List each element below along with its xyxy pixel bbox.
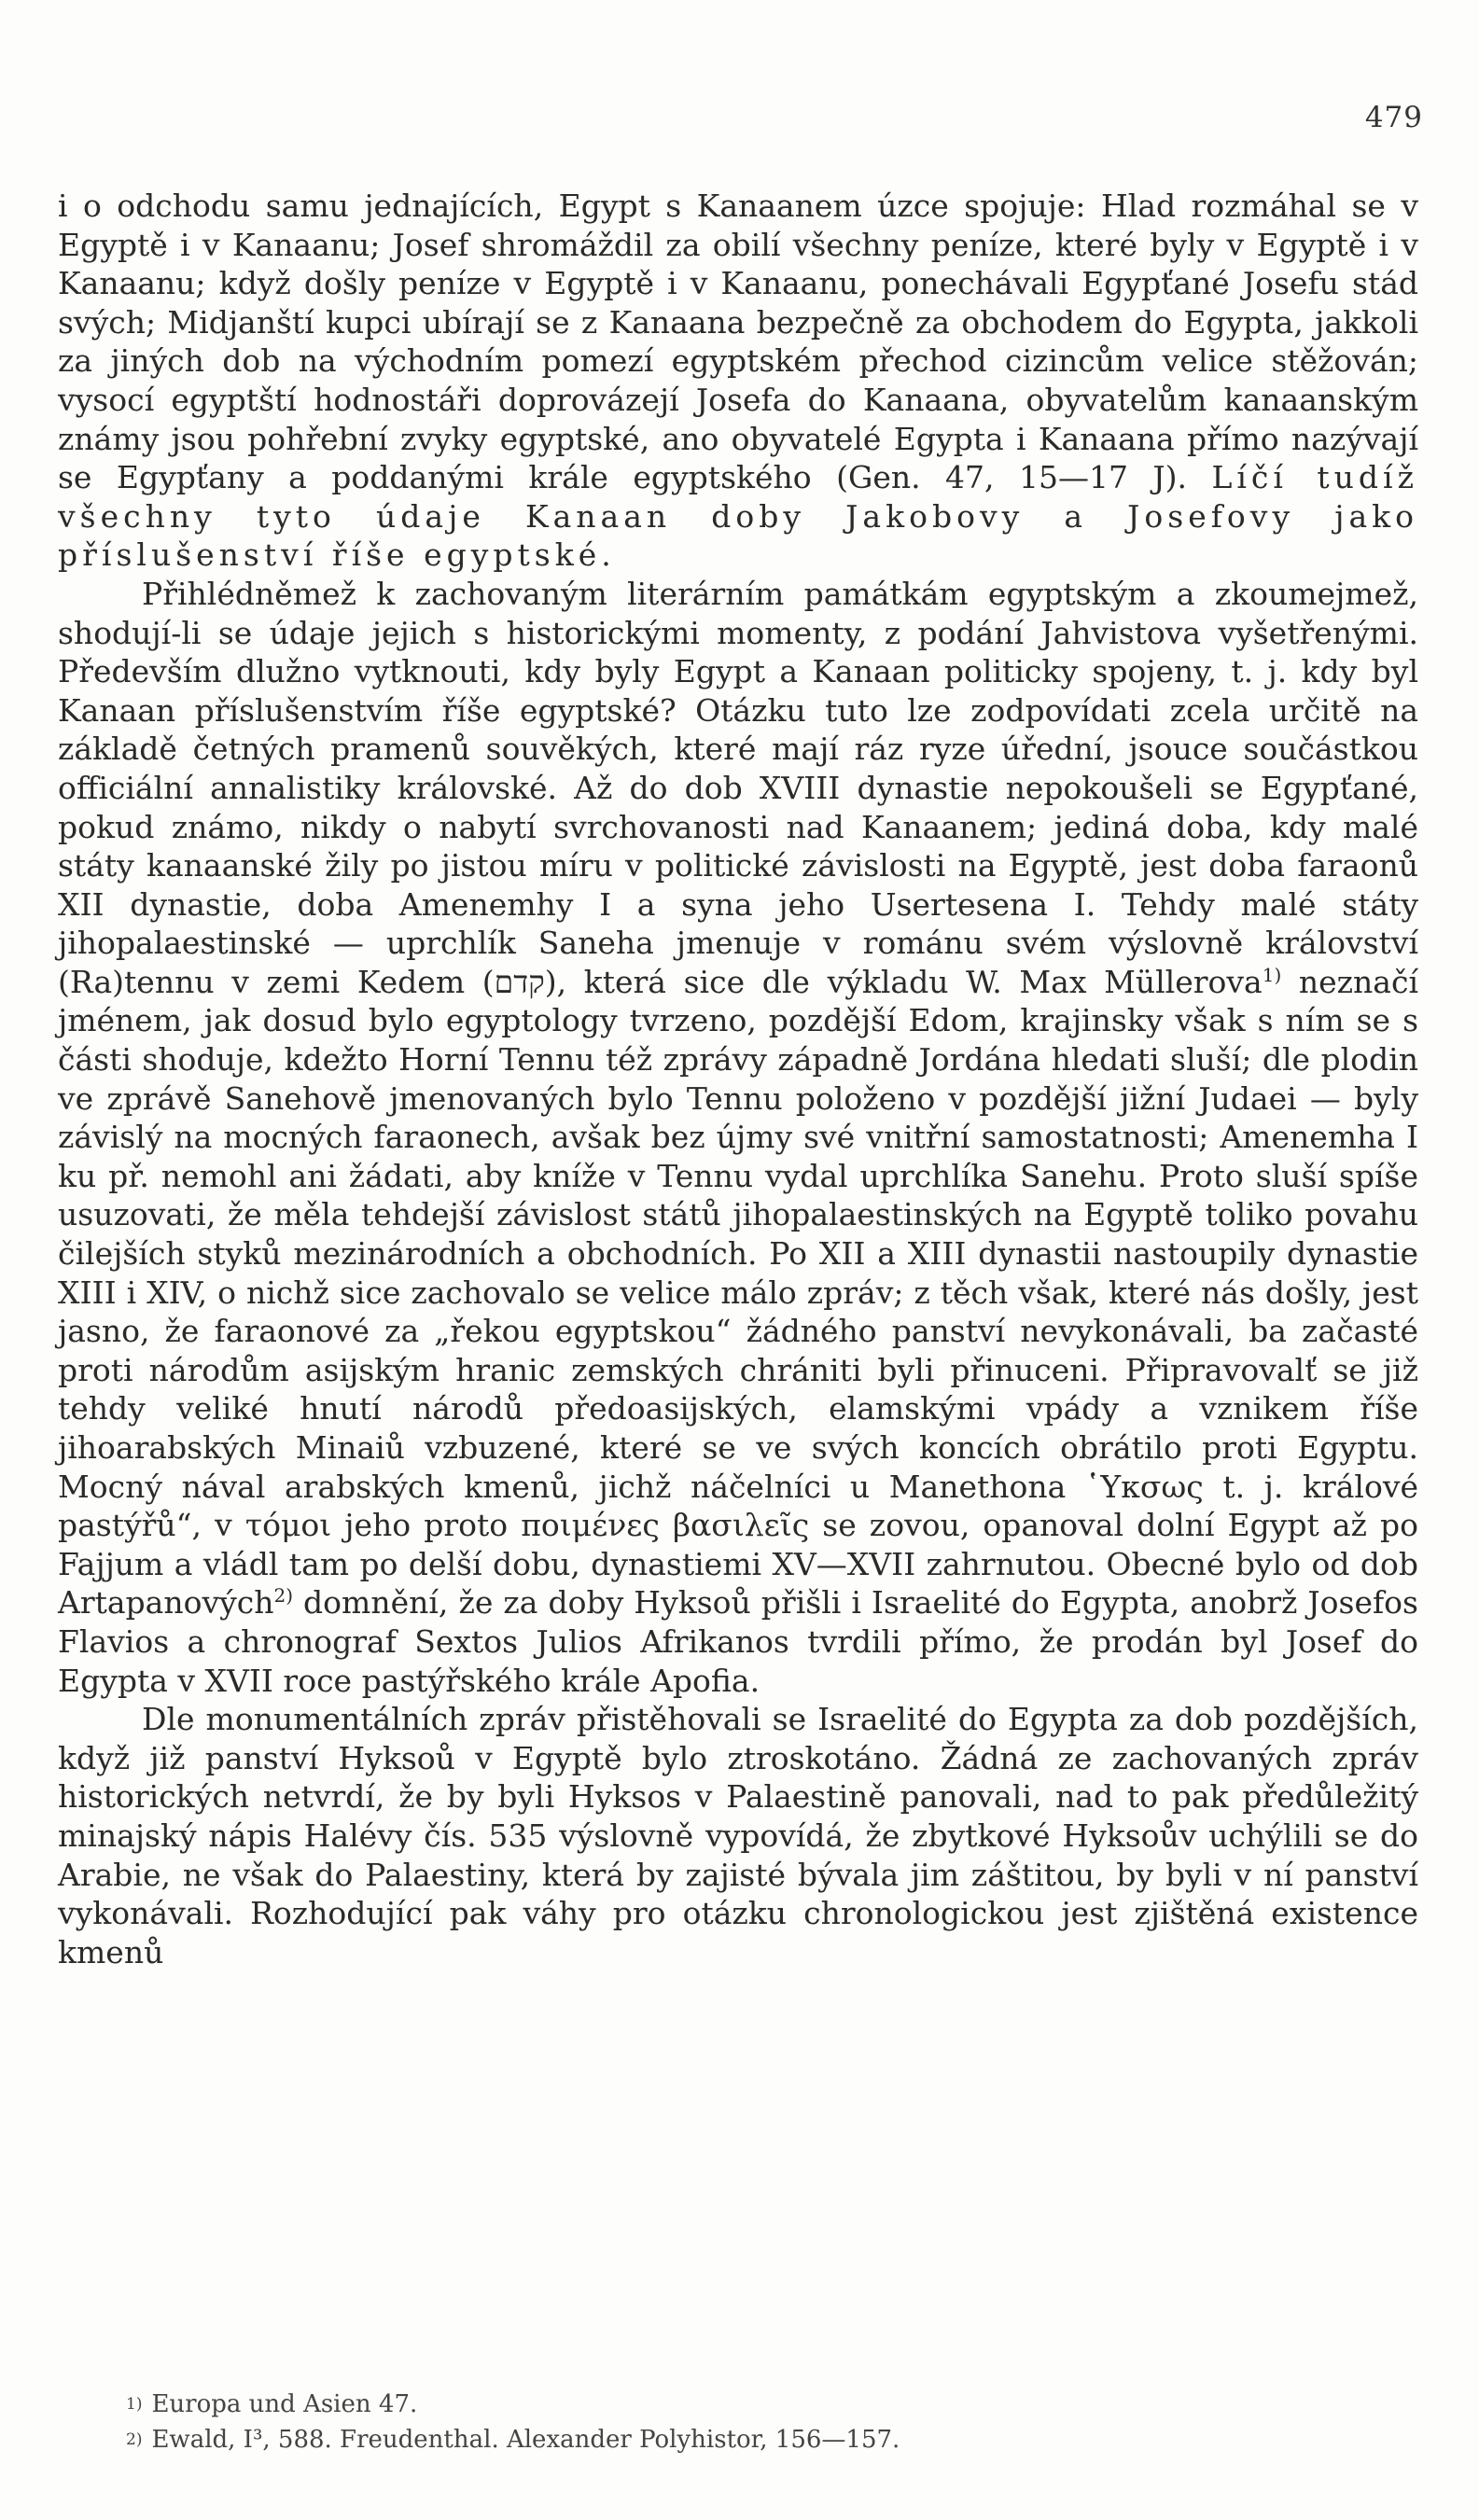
footnote-2 (126, 2422, 1339, 2457)
paragraph-text: Přihlédněmež k zachovaným literárním památkám egyptským a zkoumejmež, shodují-li se údaje jejich s historickými momenty, z podání Jahvistova vyšetřenými. Především dlužno vytknouti, kdy byly Egypt a Kanaan politicky spojeny, t. j. kdy byl Kanaan příslušenstvím říše egyptské? Otázku tuto lze zodpovídati zcela určitě na základě četných pramenů souvěkých, které mají ráz ryze úřední, jsouce součástkou officiální annalistiky královské. Až do dob XVIII dynastie nepokoušeli se Egypťané, pokud známo, nikdy o nabytí svrchovanosti nad Kanaanem; jediná doba, kdy malé státy kanaanské žily po jistou míru v politické závislosti na Egyptě, jest doba faraonů XII dynastie, doba Amenemhy I a syna jeho Usertesena I. Tehdy malé státy jihopalaestinské — uprchlík Saneha jmenuje v románu svém výslovně království (Ra)tennu v zemi Kedem (קדם), která sice dle výkladu W. Max Müllerova (58, 575, 1418, 1000)
page-number: 479 (1364, 101, 1423, 134)
footnote-text: Ewald, I³, 588. Freudenthal. Alexander Polyhistor, 156—157. (151, 2426, 900, 2454)
paragraph-text-spaced: Líčí tudíž všechny tyto údaje Kanaan doby Jakobovy a Josefovy jako příslušenství říše egyptské. (58, 459, 1419, 574)
paragraph-2 (58, 575, 1418, 1700)
footnote-mark: 2) (126, 2430, 143, 2449)
paragraph-3 (58, 1700, 1418, 1971)
footnote-mark: 1) (126, 2395, 143, 2414)
footnote-text: Europa und Asien 47. (151, 2390, 418, 2418)
paragraph-text: Dle monumentálních zpráv přistěhovali se Israelité do Egypta za dob pozdějších, když již panství Hyksoů v Egyptě bylo ztroskotáno. Žádná ze zachovaných zpráv historických netvrdí, že by byli Hyksos v Palaestině panovali, nad to pak předůležitý minajský nápis Halévy čís. 535 výslovně vypovídá, že zbytkové Hyksoův uchýlili se do Arabie, ne však do Palaestiny, která by zajisté bývala jim záštitou, by byli v ní panství vykonávali. Rozhodující pak váhy pro otázku chronologickou jest zjištěná existence kmenů (58, 1701, 1418, 1970)
paragraph-1 (58, 187, 1418, 575)
footnotes (126, 2387, 1339, 2457)
footnote-reference[interactable]: 1) (1262, 963, 1282, 986)
paragraph-text: domnění, že za doby Hyksoů přišli i Israelité do Egypta, anobrž Josefos Flavios a chronograf Sextos Julios Afrikanos tvrdili přímo, že prodán byl Josef do Egypta v XVII roce pastýřského krále Apofia. (58, 1584, 1418, 1699)
body-text (58, 187, 1418, 1971)
paragraph-text: i o odchodu samu jednajících, Egypt s Kanaanem úzce spojuje: Hlad rozmáhal se v Egyptě i v Kanaanu; Josef shromáždil za obilí všechny peníze, které byly v Egyptě i v Kanaanu; když došly peníze v Egyptě i v Kanaanu, ponechávali Egypťané Josefu stád svých; Midjanští kupci ubírají se z Kanaana bezpečně za obchodem do Egypta, jakkoli za jiných dob na východním pomezí egyptském přechod cizincům velice stěžován; vysocí egyptští hodnostáři doprovázejí Josefa do Kanaana, obyvatelům kanaanským známy jsou pohřební zvyky egyptské, ano obyvatelé Egypta i Kanaana přímo nazývají se Egypťany a poddanými krále egyptského (Gen. 47, 15—17 J). (58, 188, 1418, 496)
footnote-reference[interactable]: 2) (273, 1584, 294, 1608)
paragraph-text: neznačí jménem, jak dosud bylo egyptology tvrzeno, pozdější Edom, krajinsky však s ním se s části shoduje, kdežto Horní Tennu též zprávy západně Jordána hledati sluší; dle plodin ve zprávě Sanehově jmenovaných bylo Tennu položeno v pozdější jižní Judaei — byly závislý na mocných faraonech, avšak bez újmy své vnitřní samostatnosti; Amenemha I ku př. nemohl ani žádati, aby kníže v Tennu vydal uprchlíka Sanehu. Proto sluší spíše usuzovati, že měla tehdejší závislost států jihopalaestinských na Egyptě toliko povahu čilejších styků mezinárodních a obchodních. Po XII a XIII dynastii nastoupily dynastie XIII i XIV, o nichž sice zachovalo se velice málo zpráv; z těch však, které nás došly, jest jasno, že faraonové za „řekou egyptskou“ žádného panství nevykonávali, ba začasté proti národům asijským hranic zemských chrániti byli přinuceni. Připravovalť se již tehdy veliké hnutí národů předoasijských, elamskými vpády a vznikem říše jihoarabských Minaiů vzbuzené, které se ve svých koncích obrátilo proti Egyptu. Mocný nával arabských kmenů, jichž náčelníci u Manethona ῾Υκσως t. j. králové pastýřů“, v τόμοι jeho proto ποιμένες βασιλεῖς se zovou, opanoval dolní Egypt až po Fajjum a vládl tam po delší dobu, dynastiemi XV—XVII zahrnutou. Obecné bylo od dob Artapanových (58, 963, 1419, 1622)
footnote-1 (126, 2387, 1339, 2422)
